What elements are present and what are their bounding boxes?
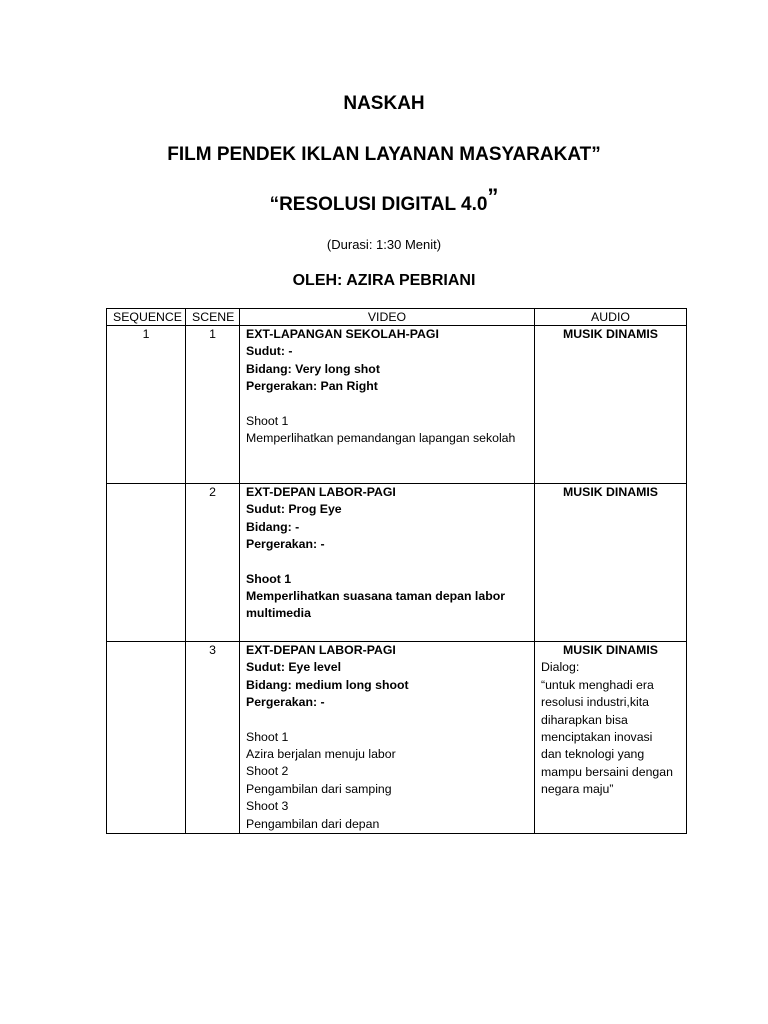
audio-cell — [535, 326, 687, 484]
sequence-cell — [107, 642, 186, 834]
sequence-cell — [107, 484, 186, 642]
video-shot-line: multimedia — [246, 606, 311, 621]
video-cell — [240, 326, 535, 484]
video-bidang: Bidang: Very long shot — [246, 361, 380, 376]
video-shot-line: Pengambilan dari depan — [246, 816, 380, 831]
table-header-row — [107, 309, 687, 326]
audio-dialog-line: “untuk menghadi era — [541, 677, 654, 692]
audio-music: MUSIK DINAMIS — [563, 643, 658, 657]
video-shot-line: Shoot 1 — [246, 729, 289, 744]
audio-cell — [535, 484, 687, 642]
video-shot-line: Shoot 1 — [246, 413, 289, 428]
video-sudut: Sudut: Eye level — [246, 660, 341, 675]
scene-cell: 1 — [186, 326, 240, 484]
scene-cell: 3 — [186, 642, 240, 834]
video-pergerakan: Pergerakan: Pan Right — [246, 379, 378, 394]
author-line: OLEH: AZIRA PEBRIANI — [292, 272, 476, 289]
document-title: NASKAH — [343, 93, 425, 114]
film-title-text: “RESOLUSI DIGITAL 4.0 — [269, 194, 488, 215]
video-pergerakan: Pergerakan: - — [246, 537, 325, 552]
audio-music: MUSIK DINAMIS — [563, 485, 658, 499]
video-shot-line: Azira berjalan menuju labor — [246, 747, 396, 762]
audio-dialog-line: menciptakan inovasi — [541, 730, 653, 745]
table-row — [107, 326, 687, 484]
script-table — [106, 308, 687, 834]
scene-cell: 2 — [186, 484, 240, 642]
column-header-audio: AUDIO — [535, 309, 687, 326]
film-title-close-quote: ” — [487, 184, 499, 209]
video-shot-line: Shoot 1 — [246, 571, 292, 586]
video-shot-line: Shoot 2 — [246, 764, 289, 779]
column-header-video: VIDEO — [240, 309, 535, 326]
video-cell — [240, 642, 535, 834]
table-row — [107, 484, 687, 642]
video-location: EXT-DEPAN LABOR-PAGI — [246, 643, 396, 657]
video-shot-line: Memperlihatkan suasana taman depan labor — [246, 589, 505, 604]
document-subtitle: FILM PENDEK IKLAN LAYANAN MASYARAKAT” — [167, 144, 601, 165]
table-row — [107, 642, 687, 834]
video-bidang: Bidang: - — [246, 519, 300, 534]
video-bidang: Bidang: medium long shoot — [246, 677, 409, 692]
video-sudut: Sudut: Prog Eye — [246, 502, 342, 517]
audio-dialog-line: mampu bersaini dengan — [541, 764, 673, 779]
audio-dialog-line: diharapkan bisa — [541, 712, 628, 727]
column-header-sequence: SEQUENCE — [107, 309, 186, 326]
audio-dialog-line: dan teknologi yang — [541, 747, 645, 762]
video-shot-line: Shoot 3 — [246, 799, 289, 814]
film-title — [0, 184, 768, 216]
video-cell — [240, 484, 535, 642]
video-pergerakan: Pergerakan: - — [246, 695, 325, 710]
video-shot-line: Memperlihatkan pemandangan lapangan sekolah — [246, 431, 516, 446]
audio-cell — [535, 642, 687, 834]
audio-dialog-line: Dialog: — [541, 660, 580, 675]
audio-dialog-line: resolusi industri,kita — [541, 695, 649, 710]
audio-music: MUSIK DINAMIS — [563, 327, 658, 341]
column-header-scene: SCENE — [186, 309, 240, 326]
sequence-cell: 1 — [107, 326, 186, 484]
video-shot-line: Pengambilan dari samping — [246, 781, 392, 796]
duration-note: (Durasi: 1:30 Menit) — [326, 237, 442, 252]
audio-dialog-line: negara maju” — [541, 782, 614, 797]
video-sudut: Sudut: - — [246, 344, 293, 359]
video-location: EXT-DEPAN LABOR-PAGI — [246, 485, 396, 499]
video-location: EXT-LAPANGAN SEKOLAH-PAGI — [246, 327, 439, 341]
